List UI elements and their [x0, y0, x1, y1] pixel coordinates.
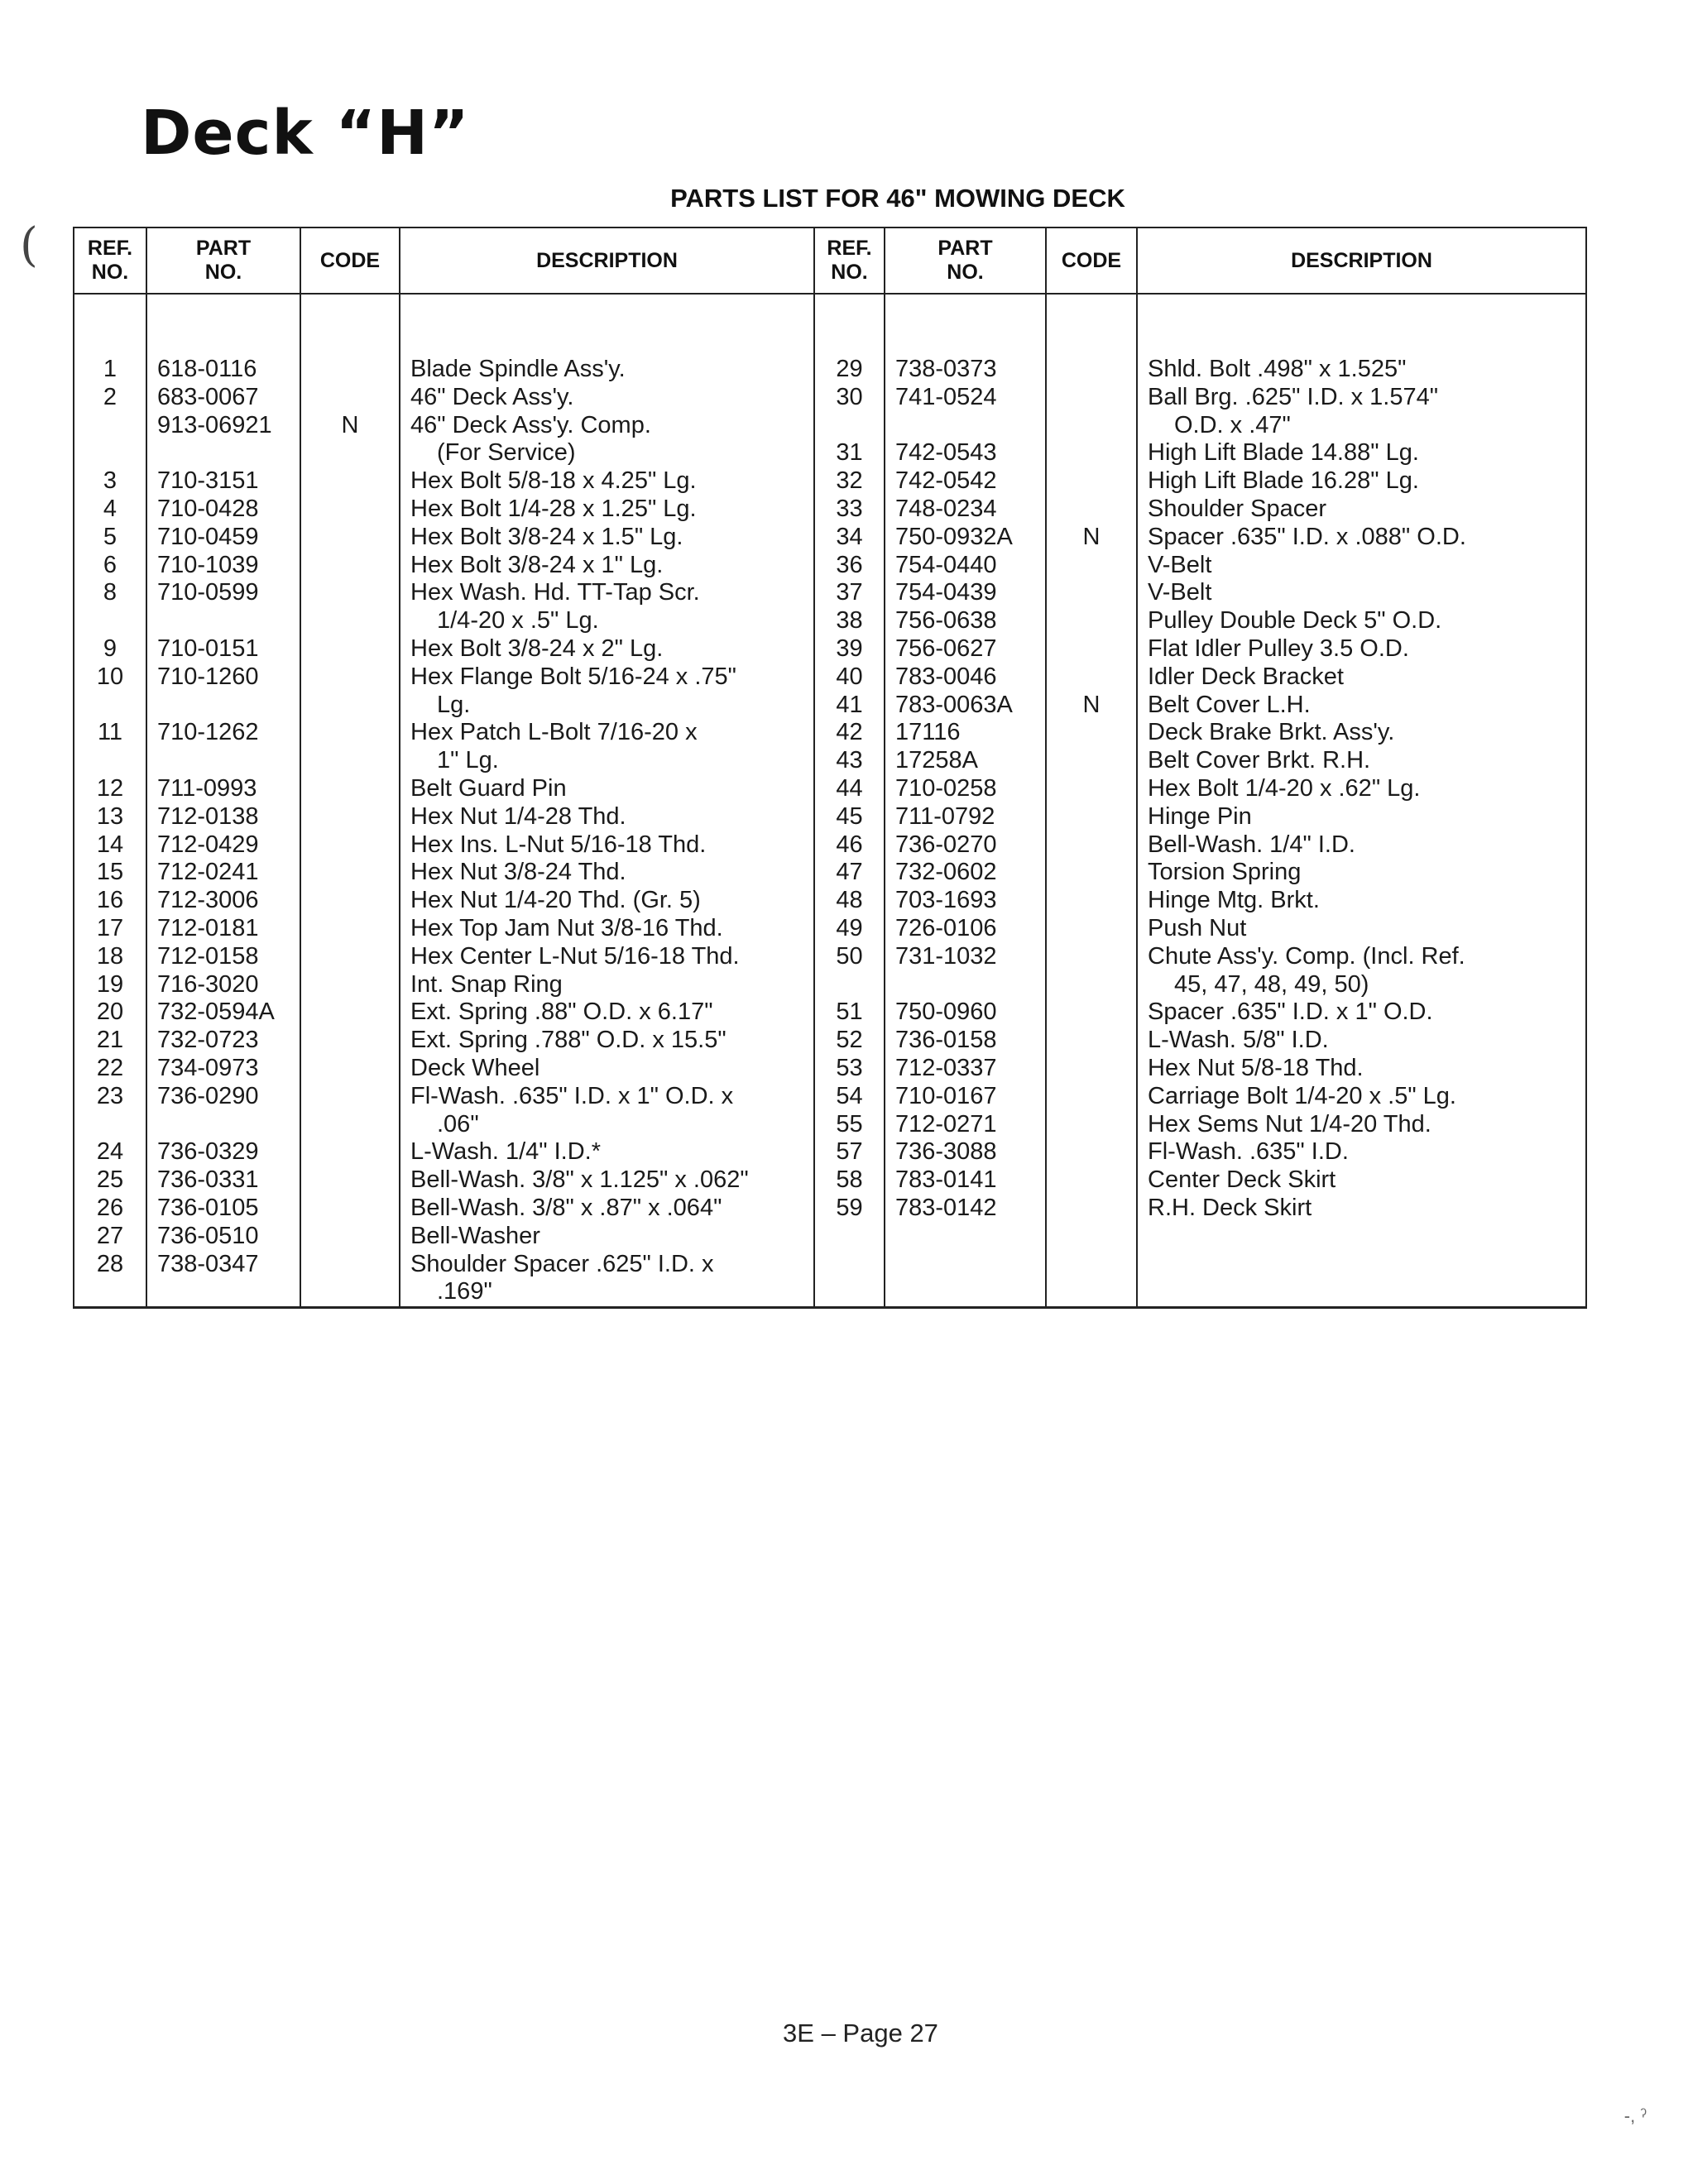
cell-line: 754-0439 [895, 579, 997, 606]
cell-line: 41 [836, 691, 863, 718]
cell-line: 52 [836, 1027, 863, 1054]
description-line: Hex Top Jam Nut 3/8-16 Thd. [410, 914, 723, 941]
cell-line: 47 [836, 859, 863, 886]
cell-line [1047, 384, 1136, 412]
cell-line: 6 [103, 551, 117, 578]
description-line: High Lift Blade 14.88" Lg. [1148, 439, 1419, 467]
cell-line: 9 [103, 635, 117, 662]
cell-line: 28 [96, 1250, 124, 1277]
left-code-column [300, 294, 400, 1308]
cell-line: 20 [96, 999, 124, 1026]
page-title: Deck “H” [141, 98, 470, 169]
cell-line [147, 692, 300, 720]
description-line: Spacer .635" I.D. x 1" O.D. [1148, 999, 1433, 1026]
description-line: Int. Snap Ring [410, 970, 563, 998]
cell-line: 39 [836, 635, 863, 662]
cell-line: 734-0973 [157, 1054, 259, 1081]
description-line: Chute Ass'y. Comp. (Incl. Ref. [1148, 942, 1465, 970]
description-line: Ball Brg. .625" I.D. x 1.574" [1148, 383, 1439, 410]
cell-line [885, 971, 1045, 999]
header-part-no: PART NO. [885, 228, 1046, 294]
cell-line: 36 [836, 551, 863, 578]
cell-line: 712-0158 [157, 942, 259, 970]
description-line: 45, 47, 48, 49, 50) [1174, 970, 1369, 998]
cell-line: 50 [836, 942, 863, 970]
margin-mark: ( [20, 218, 38, 272]
corner-marks: -, ˀ [1623, 2105, 1647, 2126]
description-line: Bell-Wash. 3/8" x .87" x .064" [410, 1194, 722, 1221]
cell-line [147, 1111, 300, 1139]
cell-line: 712-0138 [157, 802, 259, 830]
cell-line: 11 [97, 719, 123, 746]
description-line: Hex Flange Bolt 5/16-24 x .75" [410, 663, 736, 690]
cell-line [1047, 552, 1136, 580]
cell-line [1047, 579, 1136, 607]
cell-line: 710-0167 [895, 1082, 997, 1109]
cell-line: 33 [836, 495, 863, 522]
header-part-no: PART NO. [146, 228, 300, 294]
cell-line: 711-0993 [157, 774, 257, 802]
cell-line: 43 [836, 747, 863, 774]
description-line: Hex Patch L-Bolt 7/16-20 x [410, 719, 698, 746]
cell-line: 736-0290 [157, 1082, 259, 1109]
cell-line [885, 412, 1045, 440]
cell-line: 37 [836, 579, 863, 606]
description-line: L-Wash. 5/8" I.D. [1148, 1027, 1329, 1054]
description-line: Bell-Wash. 3/8" x 1.125" x .062" [410, 1166, 749, 1194]
cell-line [1047, 412, 1136, 440]
table-header-row [74, 228, 1586, 294]
cell-line: 46 [836, 831, 863, 858]
cell-line: 38 [836, 607, 863, 635]
cell-line: 736-0270 [895, 831, 997, 858]
cell-line: 27 [96, 1222, 124, 1249]
cell-line: 10 [96, 663, 124, 690]
cell-line: 55 [836, 1110, 863, 1138]
left-description-column [400, 294, 814, 1308]
description-line: Fl-Wash. .635" I.D. x 1" O.D. x [410, 1082, 734, 1109]
description-line: Center Deck Skirt [1148, 1166, 1336, 1194]
right-description-column [1137, 294, 1586, 1308]
description-line: O.D. x .47" [1174, 411, 1291, 438]
parts-table [73, 227, 1587, 1309]
description-line: Hex Nut 3/8-24 Thd. [410, 859, 626, 886]
cell-line: 34 [836, 523, 863, 550]
header-description: DESCRIPTION [400, 228, 814, 294]
description-line: L-Wash. 1/4" I.D.* [410, 1138, 602, 1166]
header-code: CODE [1046, 228, 1137, 294]
cell-line: 25 [96, 1166, 124, 1194]
description-line: Push Nut [1148, 914, 1247, 941]
cell-line [1047, 496, 1136, 524]
description-line: Hex Nut 1/4-28 Thd. [410, 802, 626, 830]
cell-line: 42 [836, 719, 863, 746]
cell-line: 712-0337 [895, 1054, 997, 1081]
cell-line: 15 [96, 859, 124, 886]
cell-line: 13 [96, 802, 124, 830]
cell-line: 24 [96, 1138, 124, 1166]
cell-line: 732-0602 [895, 859, 997, 886]
description-line: Flat Idler Pulley 3.5 O.D. [1148, 635, 1409, 662]
description-line: Hex Nut 5/8-18 Thd. [1148, 1054, 1364, 1081]
cell-line: 742-0542 [895, 467, 997, 495]
cell-line: 710-0151 [157, 635, 259, 662]
description-line: Ext. Spring .788" O.D. x 15.5" [410, 1027, 727, 1054]
cell-line: 19 [96, 970, 124, 998]
description-line: .06" [437, 1110, 479, 1138]
cell-line: 48 [836, 887, 863, 914]
parts-list-heading: PARTS LIST FOR 46" MOWING DECK [670, 184, 1125, 213]
cell-line: 736-0158 [895, 1027, 997, 1054]
cell-line: 742-0543 [895, 439, 997, 467]
cell-line [1047, 607, 1136, 635]
description-line: Ext. Spring .88" O.D. x 6.17" [410, 999, 713, 1026]
description-line: Hex Center L-Nut 5/16-18 Thd. [410, 942, 740, 970]
cell-line: N [341, 411, 359, 438]
cell-line [1047, 467, 1136, 496]
right-code-column [1046, 294, 1137, 1308]
cell-line: 736-3088 [895, 1138, 997, 1166]
cell-line: 3 [103, 467, 117, 495]
description-line: V-Belt [1148, 551, 1212, 578]
cell-line: 49 [836, 914, 863, 941]
left-ref-column [74, 294, 146, 1308]
description-line: Hex Bolt 5/8-18 x 4.25" Lg. [410, 467, 697, 495]
cell-line: 12 [96, 774, 124, 802]
cell-line: 26 [96, 1194, 124, 1221]
description-line: (For Service) [437, 439, 576, 467]
cell-line: 710-1039 [157, 551, 259, 578]
right-part-column [885, 294, 1046, 1308]
description-line: Spacer .635" I.D. x .088" O.D. [1148, 523, 1466, 550]
description-line: Shoulder Spacer [1148, 495, 1327, 522]
cell-line: 710-1260 [157, 663, 259, 690]
description-line: Lg. [437, 691, 471, 718]
cell-line: 750-0960 [895, 999, 997, 1026]
cell-line: 783-0046 [895, 663, 997, 690]
cell-line: 712-0181 [157, 914, 259, 941]
header-description: DESCRIPTION [1137, 228, 1586, 294]
description-line: Hex Nut 1/4-20 Thd. (Gr. 5) [410, 887, 701, 914]
description-line: Fl-Wash. .635" I.D. [1148, 1138, 1349, 1166]
cell-line: 54 [836, 1082, 863, 1109]
description-line: Deck Brake Brkt. Ass'y. [1148, 719, 1395, 746]
cell-line: 59 [836, 1194, 863, 1221]
description-line: Bell-Wash. 1/4" I.D. [1148, 831, 1355, 858]
cell-line [74, 607, 146, 635]
description-line: Blade Spindle Ass'y. [410, 356, 626, 382]
left-part-column [146, 294, 300, 1308]
cell-line: 736-0329 [157, 1138, 259, 1166]
description-line: .169" [437, 1278, 492, 1305]
header-code: CODE [300, 228, 400, 294]
cell-line [1047, 356, 1136, 384]
cell-line: 783-0142 [895, 1194, 997, 1221]
cell-line: 18 [96, 942, 124, 970]
cell-line: 8 [103, 579, 117, 606]
right-ref-column [814, 294, 885, 1308]
description-line: Hex Bolt 1/4-28 x 1.25" Lg. [410, 495, 697, 522]
cell-line: 40 [836, 663, 863, 690]
cell-line [1047, 439, 1136, 467]
cell-line: 710-0459 [157, 523, 259, 550]
description-line: Torsion Spring [1148, 859, 1302, 886]
cell-line [815, 971, 884, 999]
cell-line: 21 [96, 1027, 124, 1054]
cell-line: 731-1032 [895, 942, 997, 970]
cell-line: 783-0141 [895, 1166, 997, 1194]
cell-line: N [1082, 523, 1101, 550]
cell-line: 2 [103, 383, 117, 410]
description-line: Hex Bolt 3/8-24 x 1.5" Lg. [410, 523, 683, 550]
cell-line [147, 747, 300, 775]
description-line: Hex Bolt 3/8-24 x 2" Lg. [410, 635, 664, 662]
cell-line: 736-0331 [157, 1166, 259, 1194]
description-line: Hex Bolt 3/8-24 x 1" Lg. [410, 551, 664, 578]
description-line: Hex Ins. L-Nut 5/16-18 Thd. [410, 831, 707, 858]
cell-line: 44 [836, 774, 863, 802]
cell-line: 756-0638 [895, 607, 997, 635]
description-line: Hex Wash. Hd. TT-Tap Scr. [410, 579, 700, 606]
description-line: Belt Guard Pin [410, 774, 567, 802]
cell-line: 738-0347 [157, 1250, 259, 1277]
cell-line [815, 412, 884, 440]
cell-line: 683-0067 [157, 383, 259, 410]
cell-line: 710-0258 [895, 774, 997, 802]
cell-line: 756-0627 [895, 635, 997, 662]
cell-line: 29 [836, 356, 863, 382]
cell-line: 732-0594A [157, 999, 275, 1026]
cell-line [147, 607, 300, 635]
cell-line [301, 356, 399, 384]
cell-line: 710-3151 [157, 467, 259, 495]
cell-line: 17 [96, 914, 124, 941]
cell-line: 710-0599 [157, 579, 259, 606]
cell-line: 913-06921 [157, 411, 272, 438]
cell-line: 712-3006 [157, 887, 259, 914]
description-line: 46" Deck Ass'y. [410, 383, 574, 410]
cell-line: 736-0510 [157, 1222, 259, 1249]
cell-line [74, 747, 146, 775]
cell-line: 51 [836, 999, 863, 1026]
cell-line: 703-1693 [895, 887, 997, 914]
cell-line: 741-0524 [895, 383, 997, 410]
description-line: V-Belt [1148, 579, 1212, 606]
description-line: Deck Wheel [410, 1054, 540, 1081]
cell-line: 32 [836, 467, 863, 495]
cell-line: 711-0792 [895, 802, 995, 830]
cell-line: 14 [96, 831, 124, 858]
cell-line: 783-0063A [895, 691, 1013, 718]
cell-line: 618-0116 [157, 356, 257, 382]
cell-line [1047, 663, 1136, 692]
cell-line [147, 439, 300, 467]
cell-line: 726-0106 [895, 914, 997, 941]
cell-line: 17116 [895, 719, 961, 746]
table-body-row [74, 294, 1586, 1308]
cell-line [74, 1111, 146, 1139]
cell-line: 31 [836, 439, 863, 467]
description-line: Hinge Pin [1148, 802, 1252, 830]
cell-line: 736-0105 [157, 1194, 259, 1221]
cell-line: 750-0932A [895, 523, 1013, 550]
cell-line: 710-1262 [157, 719, 259, 746]
cell-line: 738-0373 [895, 356, 997, 382]
description-line: Hex Sems Nut 1/4-20 Thd. [1148, 1110, 1431, 1138]
cell-line: 53 [836, 1054, 863, 1081]
description-line: Hex Bolt 1/4-20 x .62" Lg. [1148, 774, 1421, 802]
cell-line [74, 412, 146, 440]
cell-line [74, 692, 146, 720]
cell-line: 1 [103, 356, 117, 382]
description-line: Belt Cover Brkt. R.H. [1148, 747, 1371, 774]
cell-line [1047, 635, 1136, 663]
description-line: Belt Cover L.H. [1148, 691, 1311, 718]
cell-line: 748-0234 [895, 495, 997, 522]
description-line: Shld. Bolt .498" x 1.525" [1148, 356, 1407, 382]
cell-line: 45 [836, 802, 863, 830]
cell-line: 716-3020 [157, 970, 259, 998]
description-line: 1/4-20 x .5" Lg. [437, 607, 599, 635]
cell-line: 22 [96, 1054, 124, 1081]
cell-line: 17258A [895, 747, 978, 774]
cell-line: N [1082, 691, 1101, 718]
cell-line: 57 [836, 1138, 863, 1166]
cell-line: 712-0241 [157, 859, 259, 886]
description-line: 46" Deck Ass'y. Comp. [410, 411, 651, 438]
description-line: High Lift Blade 16.28" Lg. [1148, 467, 1419, 495]
cell-line: 5 [103, 523, 117, 550]
description-line: Carriage Bolt 1/4-20 x .5" Lg. [1148, 1082, 1456, 1109]
header-ref-no: REF. NO. [74, 228, 146, 294]
description-line: Idler Deck Bracket [1148, 663, 1344, 690]
cell-line: 23 [96, 1082, 124, 1109]
cell-line: 58 [836, 1166, 863, 1194]
description-line: Pulley Double Deck 5" O.D. [1148, 607, 1442, 635]
cell-line: 754-0440 [895, 551, 997, 578]
cell-line [301, 384, 399, 412]
cell-line [74, 439, 146, 467]
cell-line: 710-0428 [157, 495, 259, 522]
cell-line: 4 [103, 495, 117, 522]
cell-line: 712-0429 [157, 831, 259, 858]
cell-line: 732-0723 [157, 1027, 259, 1054]
description-line: Hinge Mtg. Brkt. [1148, 887, 1320, 914]
page-footer: 3E – Page 27 [783, 2019, 938, 2048]
cell-line: 712-0271 [895, 1110, 997, 1138]
description-line: Shoulder Spacer .625" I.D. x [410, 1250, 714, 1277]
header-ref-no: REF. NO. [814, 228, 885, 294]
description-line: Bell-Washer [410, 1222, 540, 1249]
description-line: R.H. Deck Skirt [1148, 1194, 1312, 1221]
cell-line: 16 [96, 887, 124, 914]
cell-line: 30 [836, 383, 863, 410]
description-line: 1" Lg. [437, 747, 499, 774]
